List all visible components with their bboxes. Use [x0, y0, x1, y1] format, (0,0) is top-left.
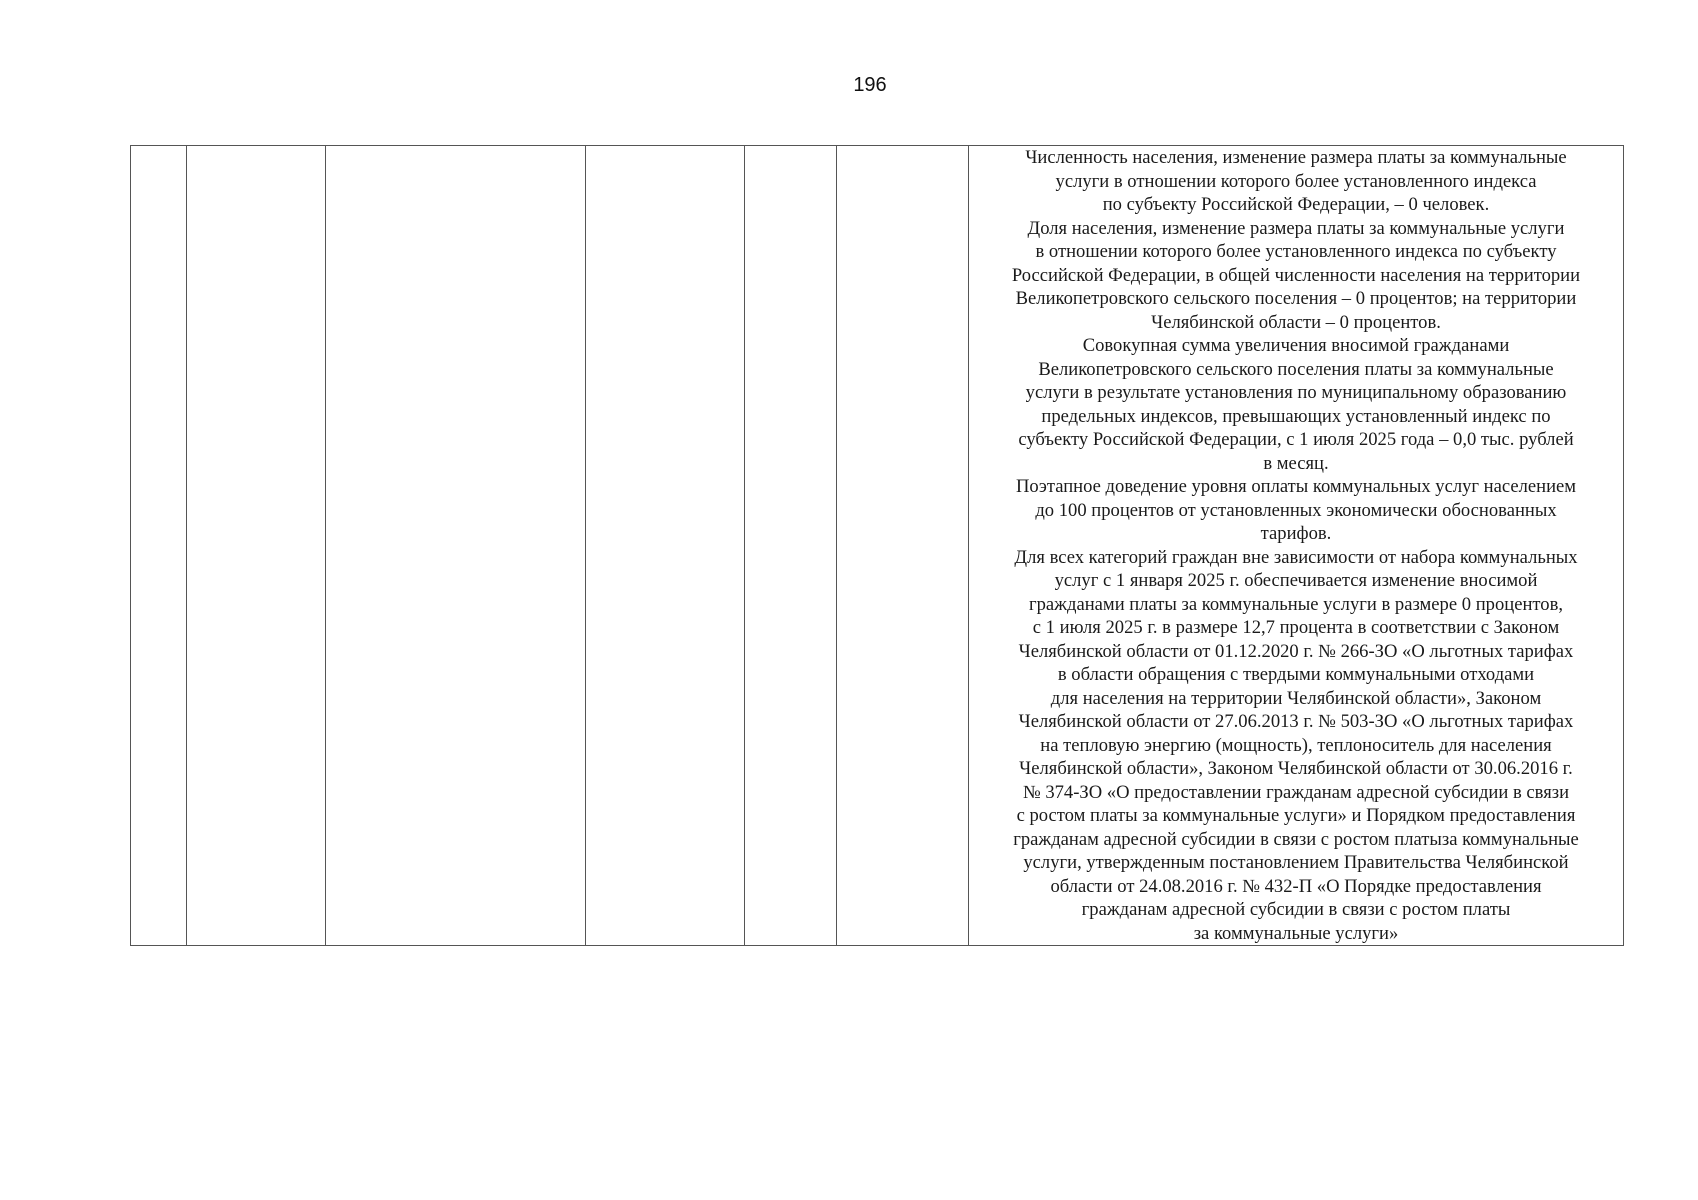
text-line: Челябинской области от 01.12.2020 г. № 266-ЗО «О льготных тарифах — [1018, 640, 1574, 662]
text-line: предельных индексов, превышающих установленный индекс по — [1041, 405, 1551, 427]
text-line: Челябинской области», Законом Челябинской области от 30.06.2016 г. — [1019, 758, 1573, 779]
text-line: услуги в результате установления по муниципальному образованию — [1025, 382, 1567, 403]
text-line: Великопетровского сельского поселения – 0 процентов; на территории — [1015, 288, 1577, 309]
text-line: Совокупная сумма увеличения вносимой гражданами — [1082, 335, 1510, 356]
text-line: субъекту Российской Федерации, с 1 июля 2025 года – 0,0 тыс. рублей — [1018, 429, 1574, 450]
text-line: услуги, утвержденным постановлением Правительства Челябинской — [1023, 852, 1569, 873]
text-line: в отношении которого более установленного индекса по субъекту — [1035, 241, 1557, 262]
text-line: Численность населения, изменение размера платы за коммунальные — [1025, 147, 1567, 168]
text-line: гражданам адресной субсидии в связи с ростом платыза коммунальные — [1013, 828, 1579, 850]
table-cell-description — [969, 146, 1624, 946]
table-row — [131, 146, 1624, 946]
text-line: в области обращения с твердыми коммунальными отходами — [1057, 664, 1535, 685]
document-table — [130, 145, 1624, 946]
text-line: Великопетровского сельского поселения платы за коммунальные — [1038, 358, 1554, 380]
table-cell-2 — [187, 146, 326, 946]
text-line: тарифов. — [1260, 523, 1332, 544]
text-line: гражданами платы за коммунальные услуги в размере 0 процентов, — [1028, 593, 1564, 615]
text-line: в месяц. — [1263, 452, 1329, 474]
text-line: Поэтапное доведение уровня оплаты коммунальных услуг населением — [1015, 476, 1577, 497]
text-line: до 100 процентов от установленных экономически обоснованных — [1035, 499, 1557, 521]
text-line: с ростом платы за коммунальные услуги» и Порядком предоставления — [1016, 805, 1576, 826]
text-line: гражданам адресной субсидии в связи с ростом платы — [1081, 899, 1511, 920]
text-line: по субъекту Российской Федерации, – 0 человек. — [1102, 194, 1490, 215]
table-cell-5 — [745, 146, 837, 946]
text-line: Российской Федерации, в общей численности населения на территории — [1011, 264, 1581, 286]
text-line: Доля населения, изменение размера платы за коммунальные услуги — [1027, 217, 1565, 239]
table-cell-3 — [326, 146, 586, 946]
text-line: услуги в отношении которого более установленного индекса — [1055, 170, 1537, 192]
page-number: 196 — [853, 74, 887, 96]
text-line: с 1 июля 2025 г. в размере 12,7 процента в соответствии с Законом — [1032, 617, 1560, 638]
text-line: Челябинской области от 27.06.2013 г. № 503-ЗО «О льготных тарифах — [1018, 711, 1574, 732]
text-line: № 374-ЗО «О предоставлении гражданам адресной субсидии в связи — [1022, 781, 1570, 803]
text-line: для населения на территории Челябинской области», Законом — [1050, 687, 1542, 709]
table-cell-4 — [586, 146, 745, 946]
table-cell-1 — [131, 146, 187, 946]
table-cell-6 — [837, 146, 969, 946]
text-line: Для всех категорий граждан вне зависимости от набора коммунальных — [1014, 546, 1578, 568]
text-line: услуг с 1 января 2025 г. обеспечивается изменение вносимой — [1054, 570, 1538, 591]
text-line: Челябинской области – 0 процентов. — [1151, 311, 1441, 333]
text-line: на тепловую энергию (мощность), теплоноситель для населения — [1040, 734, 1552, 756]
text-line: за коммунальные услуги» — [1193, 922, 1399, 944]
text-line: области от 24.08.2016 г. № 432-П «О Порядке предоставления — [1050, 875, 1542, 897]
